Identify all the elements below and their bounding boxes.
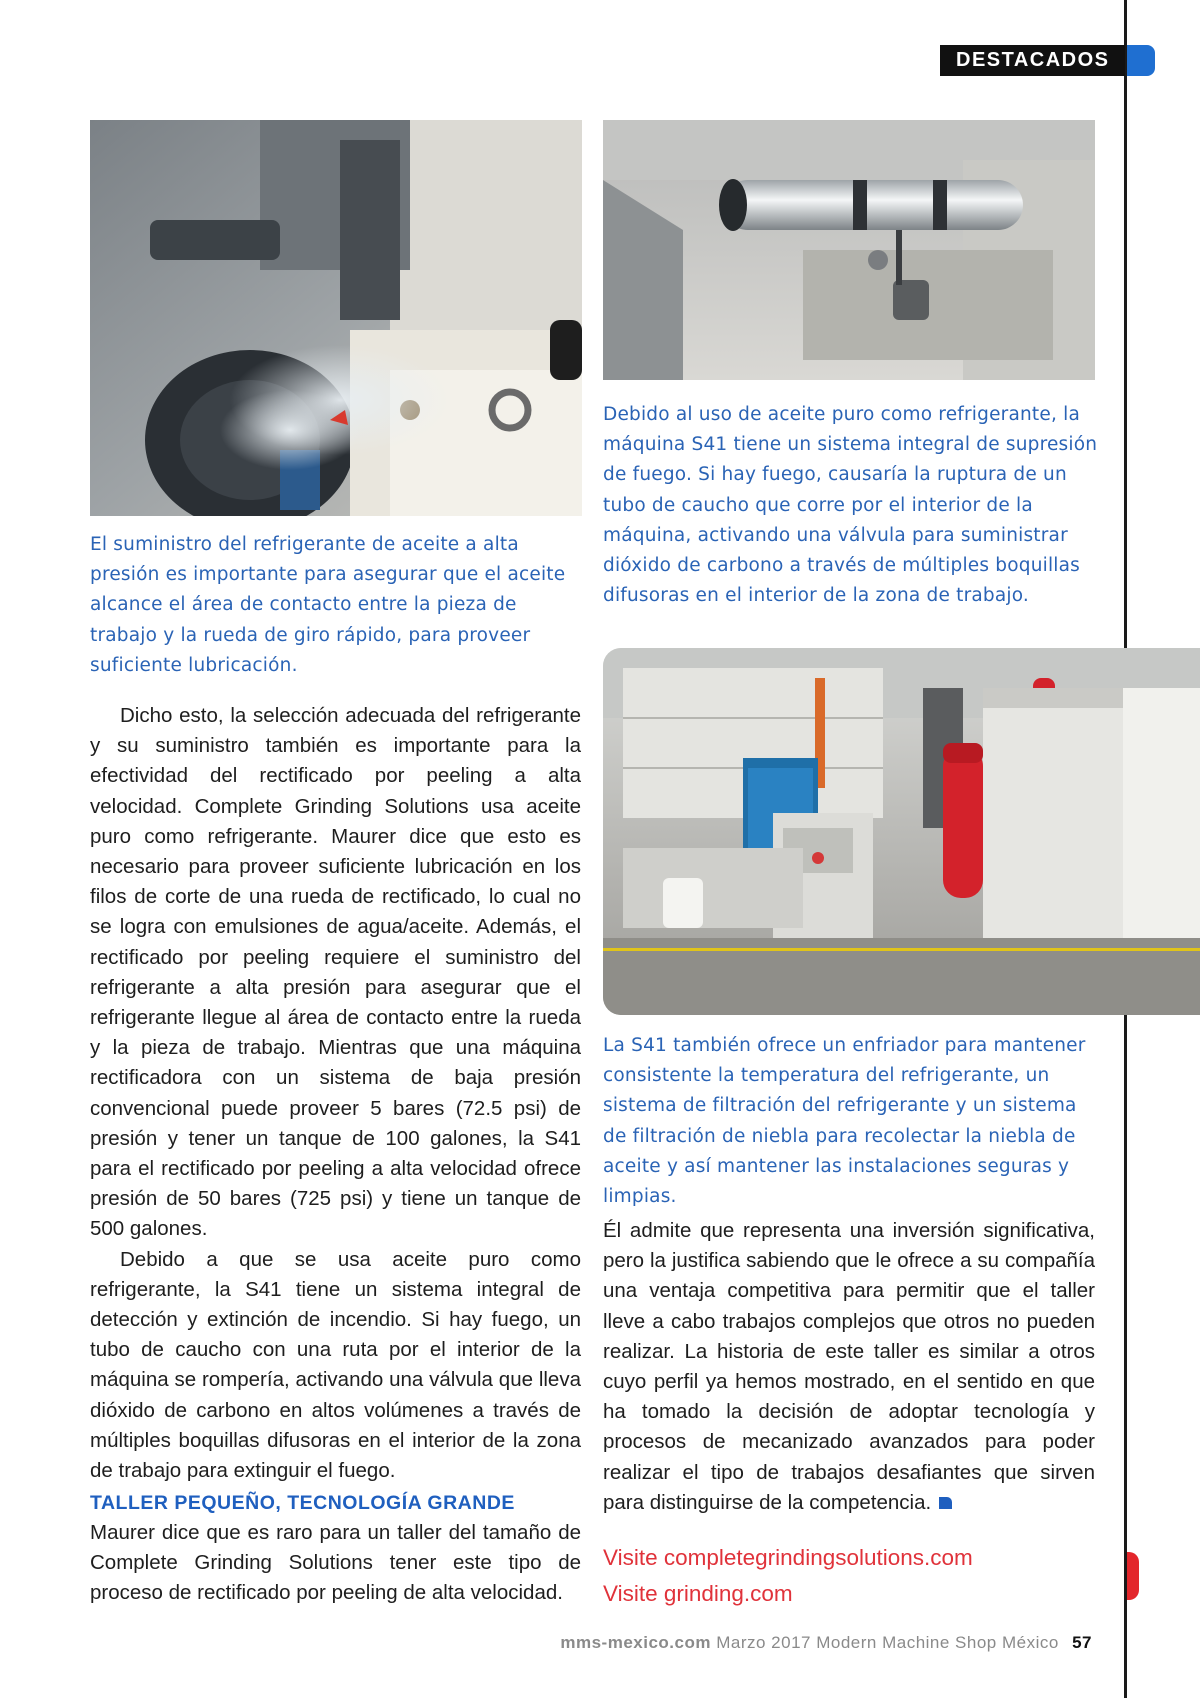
caption-machine-shop: La S41 también ofrece un enfriador para mantener consistente la temperatura del refrigerante, un sistema de filtración del refrigerante y un sistema de filtración de niebla para recolectar la niebla de aceite y así mantener las instalaciones seguras y limpias. (603, 1035, 1086, 1208)
photo-fire-suppression (603, 120, 1095, 380)
section-tag: DESTACADOS (940, 45, 1125, 76)
page-number: 57 (1072, 1633, 1092, 1652)
left-column-body (90, 701, 581, 1486)
photo-machine-shop (603, 648, 1200, 1015)
red-edge-tab (1127, 1552, 1139, 1600)
end-of-article-icon (939, 1497, 952, 1509)
paragraph-investment-text: Él admite que representa una inversión significativa, pero la justifica sabiendo que le ofrece a su compañía una ventaja competitiva para permitir que el taller lleve a cabo trabajos complejos que otros no pueden realizar. La historia de este taller es similar a otros cuyo perfil ya hemos mostrado, en el sentido en que ha tomado la decisión de adoptar tecnología y procesos de mecanizado avanzados para poder realizar el tipo de trabajos desafiantes que sirven para distinguirse de la competencia. (603, 1219, 1095, 1514)
footer-issue: Marzo 2017 Modern Machine Shop México (716, 1633, 1059, 1652)
paragraph-coolant: Dicho esto, la selección adecuada del refrigerante y su suministro también es importante para la efectividad del rectificado por peeling a alta velocidad. Complete Grinding Solutions usa aceite puro como refrigerante. Maurer dice que esto es necesario para proveer suficiente lubricación en los filos de corte de una rueda de rectificado, lo cual no se logra con emulsiones de agua/aceite. Además, el rectificado por peeling requiere el suministro del refrigerante a alta presión para asegurar que el refrigerante llegue al área de contacto entre la rueda y la pieza de trabajo. Mientras que una máquina rectificadora con un sistema de baja presión convencional puede proveer 5 bares (72.5 psi) de presión y tener un tanque de 100 galones, la S41 para el rectificado por peeling a alta velocidad ofrece presión de 50 bares (725 psi) y tiene un tanque de 500 galones. (90, 704, 581, 1241)
link-completegrindingsolutions[interactable]: Visite completegrindingsolutions.com (603, 1545, 973, 1570)
footer-site: mms-mexico.com (560, 1633, 711, 1652)
section-tab-accent (1127, 45, 1155, 76)
paragraph-investment (603, 1216, 1095, 1518)
paragraph-fire-system: Debido a que se usa aceite puro como refrigerante, la S41 tiene un sistema integral de detección y extinción de incendio. Si hay fuego, un tubo de caucho con una ruta por el interior de la máquina se rompería, activando una válvula que lleva dióxido de carbono en altos volúmenes a través de múltiples boquillas difusoras en el interior de la zona de trabajo para extinguir el fuego. (90, 1247, 581, 1483)
caption-coolant-spray: El suministro del refrigerante de aceite a alta presión es importante para asegurar que el aceite alcance el área de contacto entre la pieza de trabajo y la rueda de giro rápido, para proveer suficiente lubricación. (90, 534, 566, 676)
left-column-closing (90, 1518, 581, 1609)
right-column-body (603, 1216, 1095, 1518)
page-footer (520, 1633, 1092, 1653)
subheading: TALLER PEQUEÑO, TECNOLOGÍA GRANDE (90, 1492, 515, 1514)
photo-coolant-spray (90, 120, 582, 516)
paragraph-small-shop: Maurer dice que es raro para un taller del tamaño de Complete Grinding Solutions tener este tipo de proceso de rectificado por peeling de alta velocidad. (90, 1521, 581, 1605)
links-block (603, 1540, 1103, 1612)
link-grinding[interactable]: Visite grinding.com (603, 1581, 793, 1606)
caption-fire-suppression: Debido al uso de aceite puro como refrigerante, la máquina S41 tiene un sistema integral de supresión de fuego. Si hay fuego, causaría la ruptura de un tubo de caucho que corre por el interior de la máquina, activando una válvula para suministrar dióxido de carbono a través de múltiples boquillas difusoras en el interior de la zona de trabajo. (603, 404, 1098, 607)
